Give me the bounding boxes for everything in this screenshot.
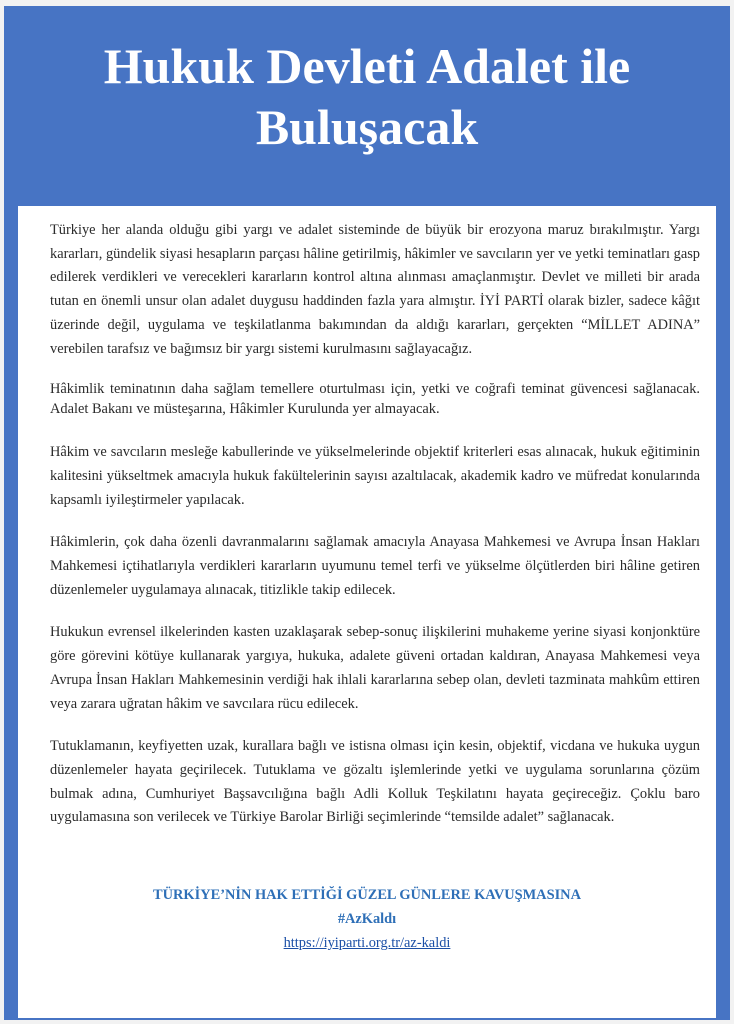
- title-line-1: Hukuk Devleti Adalet ile: [103, 38, 631, 94]
- page-title: [4, 36, 730, 158]
- paragraph-admission-criteria: Hâkim ve savcıların mesleğe kabullerinde ve yükselmelerinde objektif kriterleri esas alınacak, hukuk eğitiminin kalitesini yükseltmek amacıyla hukuk fakültelerinin sayısı azaltılacak, akademik kadro ve müfredat konularında kapsamlı iyileştirmeler yapılacak.: [50, 444, 700, 508]
- body-text: [50, 219, 700, 849]
- paragraph-intro: Türkiye her alanda olduğu gibi yargı ve adalet sisteminde de büyük bir erozyona maruz bırakılmıştır. Yargı kararları, gündelik siyasi hesapların parçası hâline getirilmiş, hâkimler ve savcıların yer ve yetki teminatları gasp edilerek verdikleri ve verecekleri kararların kontrol altına alınması amaçlanmıştır. Devlet ve milleti bir arada tutan en önemli unsur olan adalet duygusu haddinden fazla yara almıştır. İYİ PARTİ olarak bizler, sadece kâğıt üzerinde değil, uygulama ve teşkilatlanma bakımından da aldığı kararları, gerçekten “MİLLET ADINA” verebilen tarafsız ve bağımsız bir yargı sistemi kurulmasını sağlayacağız.: [50, 222, 700, 357]
- document-page: [4, 6, 730, 1020]
- paragraph-detention: Tutuklamanın, keyfiyetten uzak, kurallara bağlı ve istisna olması için kesin, objektif, vicdana ve hukuka uygun düzenlemeler hayata geçirilecek. Tutuklama ve gözaltı işlemlerinde yetki ve uygulama sorunlarına çözüm bulmak adına, Cumhuriyet Başsavcılığına bağlı Adli Kolluk Teşkilatını hayata geçireceğiz. Çoklu baro uygulamasına son verilecek ve Türkiye Barolar Birliği seçimlerinde “temsilde adalet” sağlanacak.: [50, 738, 700, 826]
- footer: [18, 883, 716, 955]
- title-line-2: Buluşacak: [255, 99, 479, 155]
- slogan: TÜRKİYE’NİN HAK ETTİĞİ GÜZEL GÜNLERE KAVUŞMASINA: [153, 887, 581, 903]
- content-panel: [18, 206, 716, 1018]
- paragraph-case-law: Hâkimlerin, çok daha özenli davranmalarını sağlamak amacıyla Anayasa Mahkemesi ve Avrupa İnsan Hakları Mahkemesi içtihatlarıyla verdikleri kararların uyumunu temel terfi ve yükselme ölçütlerden biri hâline getiren düzenlemeler uygulamaya alınacak, titizlikle takip edilecek.: [50, 534, 700, 598]
- paragraph-judicial-guarantee: Hâkimlik teminatının daha sağlam temellere oturtulması için, yetki ve coğrafi teminat güvencesi sağlanacak. Adalet Bakanı ve müsteşarına, Hâkimler Kurulunda yer almayacak.: [50, 381, 700, 417]
- hashtag: #AzKaldı: [337, 911, 397, 927]
- campaign-link[interactable]: https://iyiparti.org.tr/az-kaldi: [283, 935, 451, 951]
- paragraph-recourse: Hukukun evrensel ilkelerinden kasten uzaklaşarak sebep-sonuç ilişkilerini muhakeme yerine siyasi konjonktüre göre görevini kötüye kullanarak yargıya, hukuka, adalete güveni ortadan kaldıran, Anayasa Mahkemesi veya Avrupa İnsan Hakları Mahkemesinin verdiği hak ihlali kararlarına sebep olan, devleti tazminata mahkûm ettiren veya zarara uğratan hâkim ve savcılara rücu edilecek.: [50, 624, 700, 712]
